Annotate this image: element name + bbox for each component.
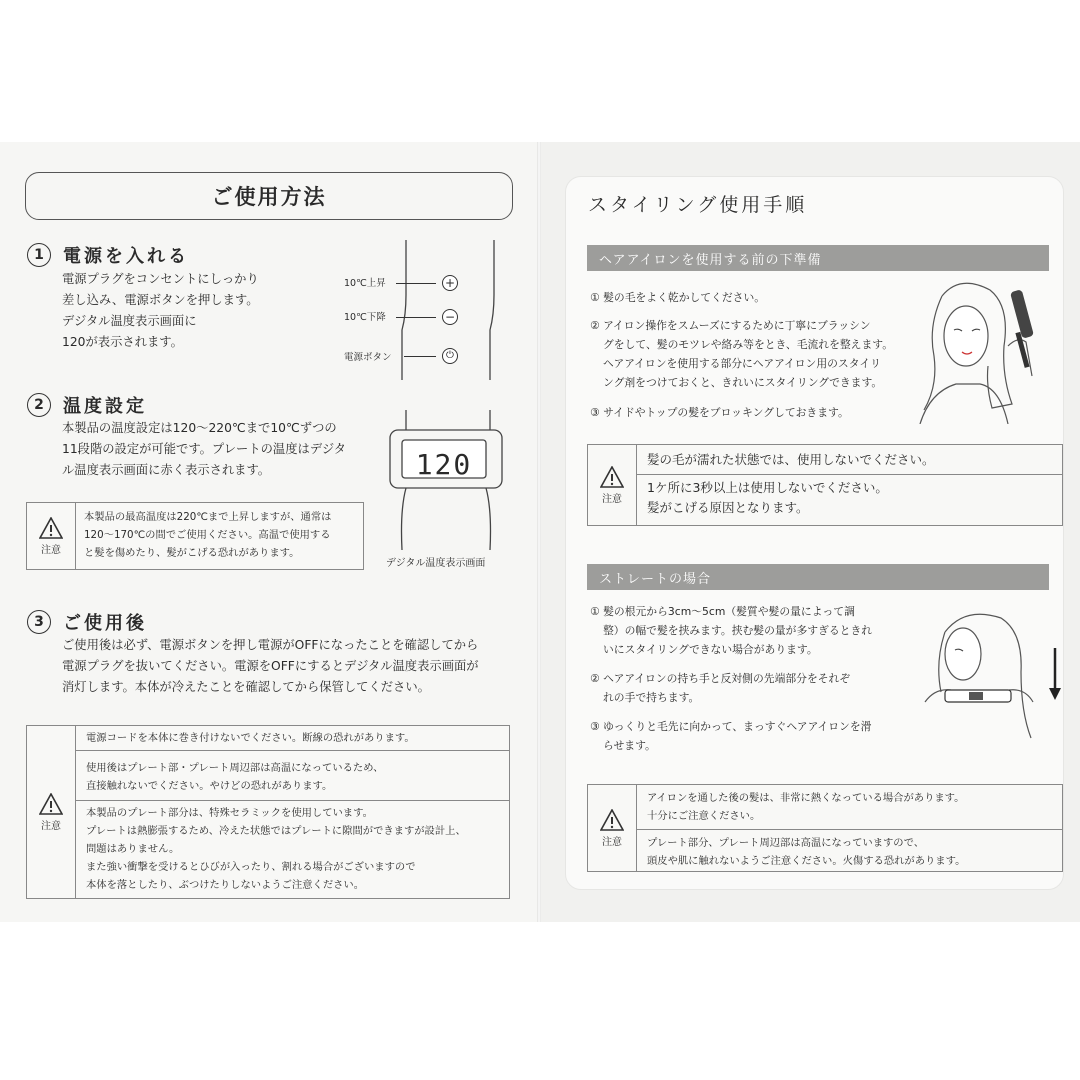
caution-row <box>76 801 509 897</box>
page-title: ご使用方法 <box>25 172 513 220</box>
straightening-illustration <box>905 602 1065 742</box>
manual-spread <box>0 142 1080 922</box>
caution-row <box>637 475 1062 521</box>
caution-row <box>76 726 509 751</box>
text-line: 十分にご注意ください。 <box>647 810 761 822</box>
section-1-heading <box>27 242 189 268</box>
text-line: ① 髪の根元から3cm～5cm（髪質や髪の量によって調 <box>590 605 855 618</box>
section-bar-straight: ストレートの場合 <box>587 564 1049 590</box>
text-line: 本製品のプレート部分は、特殊セラミックを使用しています。 <box>86 807 373 819</box>
section-title: 温度設定 <box>63 396 147 417</box>
text-line: 120が表示されます。 <box>62 335 183 349</box>
text-line: ③ サイドやトップの髪をブロッキングしておきます。 <box>590 406 849 419</box>
power-icon[interactable]: ⏻ <box>442 348 458 364</box>
text-line: 髪がこげる原因となります。 <box>647 500 809 515</box>
text-line: グをして、髪のモツレや絡み等をとき、毛流れを整えます。 <box>603 338 894 351</box>
section-3-heading <box>27 609 147 635</box>
text-line: 本製品の温度設定は120～220℃まで10℃ずつの <box>62 421 337 435</box>
caution-rows <box>637 445 1062 525</box>
arrow-down-icon <box>1047 648 1063 702</box>
caution-rows <box>76 726 509 898</box>
right-page-title: スタイリング使用手順 <box>588 194 808 216</box>
text-line: 差し込み、電源ボタンを押します。 <box>62 293 259 307</box>
caution-icon-cell <box>27 726 76 898</box>
text-line: 問題はありません。 <box>86 843 180 855</box>
text-line: 整）の幅で髪を挟みます。挟む髪の量が多すぎるときれ <box>603 624 873 637</box>
caution-row <box>637 785 1062 830</box>
temperature-readout: 120 <box>415 447 473 481</box>
text-line: アイロンを通した後の髪は、非常に熱くなっている場合があります。 <box>647 792 965 804</box>
text-line: 電源コードを本体に巻き付けないでください。断線の恐れがあります。 <box>86 732 415 744</box>
pointer-line <box>396 317 436 318</box>
text-line: れの手で持ちます。 <box>603 691 700 704</box>
caution-box <box>26 502 364 570</box>
text-line: また強い衝撃を受けるとひびが入ったり、割れる場合がございますので <box>86 861 416 873</box>
section-number: 2 <box>27 393 51 417</box>
pointer-line <box>404 356 436 357</box>
caution-label: 注意 <box>41 544 61 556</box>
caution-box <box>587 784 1063 872</box>
text-line: 11段階の設定が可能です。プレートの温度はデジタ <box>62 442 346 456</box>
section-number: 3 <box>27 610 51 634</box>
text-line: 電源プラグを抜いてください。電源をOFFにするとデジタル温度表示画面が <box>62 659 479 673</box>
section-title: 電源を入れる <box>63 246 189 267</box>
text-line: ング剤をつけておくと、きれいにスタイリングできます。 <box>603 376 883 389</box>
text-line: 直接触れないでください。やけどの恐れがあります。 <box>86 780 333 792</box>
text-line: ① 髪の毛をよく乾かしてください。 <box>590 291 766 304</box>
text-line: 消灯します。本体が冷えたことを確認してから保管してください。 <box>62 680 430 694</box>
section-3-text <box>62 635 522 698</box>
power-button-label: 電源ボタン <box>344 352 392 363</box>
text-line: いにスタイリングできない場合があります。 <box>603 643 818 656</box>
text-line: ② アイロン操作をスムーズにするために丁寧にブラッシン <box>590 319 871 332</box>
section-number: 1 <box>27 243 51 267</box>
text-line: らせます。 <box>603 739 656 752</box>
section-1-text <box>62 269 352 353</box>
text-line: プレート部分、プレート周辺部は高温になっていますので、 <box>647 837 924 849</box>
text-line: 本体を落としたり、ぶつけたりしないようご注意ください。 <box>86 879 365 891</box>
display-caption: デジタル温度表示画面 <box>386 558 486 569</box>
pointer-line <box>396 283 436 284</box>
text-line: 頭皮や肌に触れないようご注意ください。火傷する恐れがあります。 <box>647 855 966 867</box>
text-line: 電源プラグをコンセントにしっかり <box>62 272 259 286</box>
temp-down-label: 10℃下降 <box>344 312 386 323</box>
text-line: 髪の毛が濡れた状態では、使用しないでください。 <box>647 452 935 467</box>
section-bar-prep: ヘアアイロンを使用する前の下準備 <box>587 245 1049 271</box>
text-line: 1ケ所に3秒以上は使用しないでください。 <box>647 480 888 495</box>
text-line: ③ ゆっくりと毛先に向かって、まっすぐヘアアイロンを滑 <box>590 720 872 733</box>
section-title: ご使用後 <box>63 613 147 634</box>
caution-label: 注意 <box>41 820 61 832</box>
caution-row <box>76 751 509 801</box>
text-line: 120～170℃の間でご使用ください。高温で使用する <box>84 529 331 541</box>
warning-icon <box>39 793 63 815</box>
caution-rows <box>637 785 1062 871</box>
text-line: ル温度表示画面に赤く表示されます。 <box>62 463 271 477</box>
section-2-text <box>62 418 372 481</box>
section-2-heading <box>27 392 147 418</box>
caution-label: 注意 <box>602 836 622 848</box>
plus-icon[interactable]: + <box>442 275 458 291</box>
straight-steps <box>590 602 910 755</box>
caution-icon-cell <box>588 445 637 525</box>
caution-box <box>587 444 1063 526</box>
caution-icon-cell <box>27 503 76 569</box>
prep-step-2 <box>590 316 910 392</box>
caution-row <box>637 830 1062 874</box>
caution-row <box>637 445 1062 475</box>
brushing-hair-illustration <box>900 276 1060 424</box>
prep-steps <box>590 288 910 422</box>
warning-icon <box>600 466 624 488</box>
text-line: プレートは熱膨張するため、冷えた状態ではプレートに隙間ができますが設計上、 <box>86 825 466 837</box>
text-line: ご使用後は必ず、電源ボタンを押し電源がOFFになったことを確認してから <box>62 638 479 652</box>
warning-icon <box>39 517 63 539</box>
text-line: デジタル温度表示画面に <box>62 314 197 328</box>
page-fold <box>537 142 541 922</box>
caution-icon-cell <box>588 785 637 871</box>
text-line: と髪を傷めたり、髪がこげる恐れがあります。 <box>84 547 300 559</box>
text-line: 本製品の最高温度は220℃まで上昇しますが、通常は <box>84 511 332 523</box>
warning-icon <box>600 809 624 831</box>
minus-icon[interactable]: − <box>442 309 458 325</box>
text-line: 使用後はプレート部・プレート周辺部は高温になっているため、 <box>86 762 384 774</box>
text-line: ② ヘアアイロンの持ち手と反対側の先端部分をそれぞ <box>590 672 851 685</box>
caution-box <box>26 725 510 899</box>
temp-up-label: 10℃上昇 <box>344 278 386 289</box>
caution-text <box>76 503 339 569</box>
caution-label: 注意 <box>602 493 622 505</box>
text-line: ヘアアイロンを使用する部分にヘアアイロン用のスタイリ <box>603 357 881 370</box>
